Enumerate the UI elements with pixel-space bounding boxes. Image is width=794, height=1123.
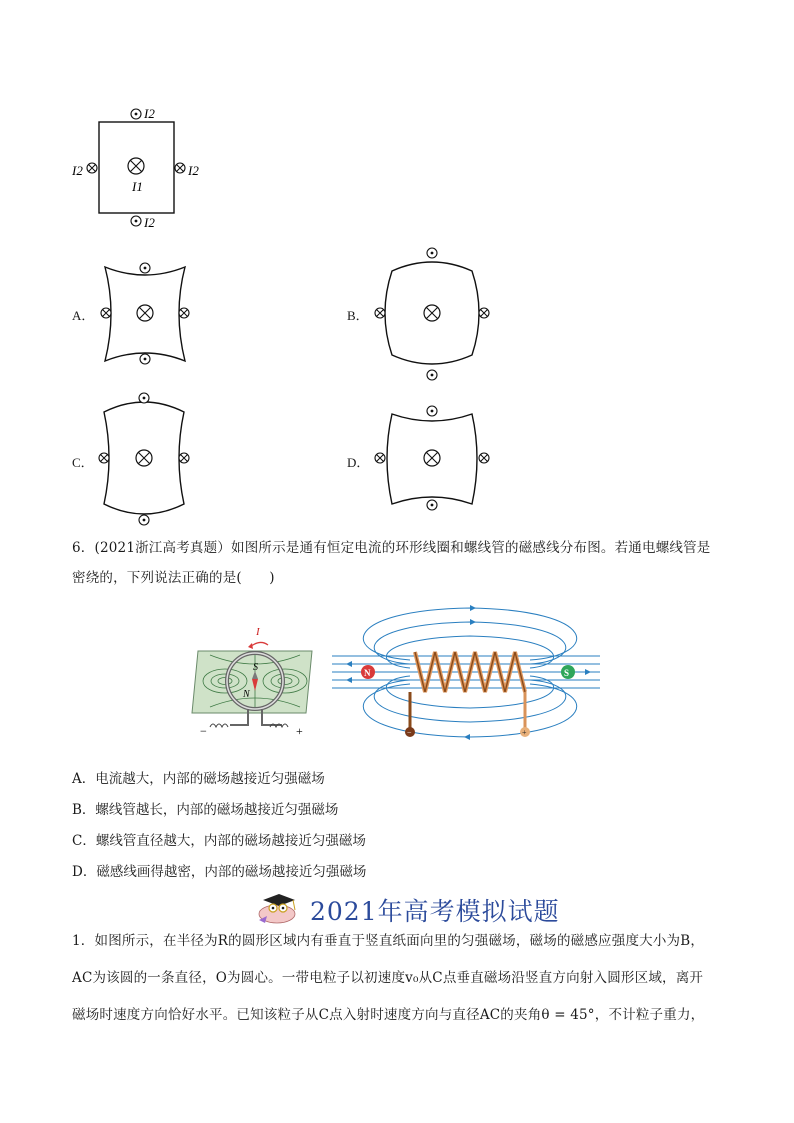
option-b-label[interactable]: B．: [347, 308, 369, 323]
question-1-line-3: 磁场时速度方向恰好水平。已知该粒子从C点入射时速度方向与直径AC的夹角θ = 45°，不计粒子重力，: [72, 1007, 705, 1023]
q6-choice-c[interactable]: C．螺线管直径越大，内部的磁场越接近匀强磁场: [72, 833, 366, 849]
option-c-label[interactable]: C．: [72, 455, 94, 470]
label-right-current: I2: [188, 163, 199, 178]
square-loop-figure: [70, 100, 210, 235]
q6-choice-d[interactable]: D．磁感线画得越密，内部的磁场越接近匀强磁场: [72, 864, 367, 880]
question-1-line-2: AC为该圆的一条直径，O为圆心。一带电粒子以初速度v₀从C点垂直磁场沿竖直方向射入圆形区域，离开: [72, 970, 704, 986]
ring-plus-label: +: [296, 724, 303, 738]
section-title: 2021年高考模拟试题: [310, 897, 560, 926]
option-a-figure[interactable]: [95, 255, 195, 373]
option-c-figure[interactable]: [92, 390, 197, 530]
q6-choice-a[interactable]: A．电流越大，内部的磁场越接近匀强磁场: [72, 771, 325, 787]
mascot-icon: [255, 892, 303, 926]
solenoid-north-label: N: [364, 668, 371, 678]
ring-coil-figure: [190, 615, 320, 745]
solenoid-south-label: S: [564, 668, 570, 678]
solenoid-figure: [330, 600, 610, 745]
option-a-label[interactable]: A．: [72, 308, 95, 323]
option-d-label[interactable]: D．: [347, 455, 370, 470]
question-6-line-1: 6．(2021浙江高考真题）如图所示是通有恒定电流的环形线圈和螺线管的磁感线分布图。若通电螺线管是: [72, 540, 711, 556]
label-top-current: I2: [144, 106, 155, 121]
ring-north-label: N: [243, 689, 250, 700]
ring-south-label: S: [253, 662, 258, 673]
option-b-figure[interactable]: [370, 245, 495, 385]
option-d-figure[interactable]: [370, 400, 495, 518]
q6-choice-b[interactable]: B．螺线管越长，内部的磁场越接近匀强磁场: [72, 802, 339, 818]
question-6-line-2: 密绕的，下列说法正确的是( ): [72, 570, 275, 586]
ring-minus-label: −: [200, 724, 207, 738]
label-left-current: I2: [72, 163, 83, 178]
section-banner: [255, 890, 560, 930]
solenoid-plus-label: +: [522, 728, 527, 737]
label-bottom-current: I2: [144, 215, 155, 230]
ring-current-label: I: [256, 626, 260, 638]
solenoid-minus-label: −: [407, 728, 412, 737]
question-1-line-1: 1．如图所示，在半径为R的圆形区域内有垂直于竖直纸面向里的匀强磁场，磁场的磁感应强度大小为B，: [72, 933, 705, 949]
label-center-current: I1: [132, 179, 143, 194]
